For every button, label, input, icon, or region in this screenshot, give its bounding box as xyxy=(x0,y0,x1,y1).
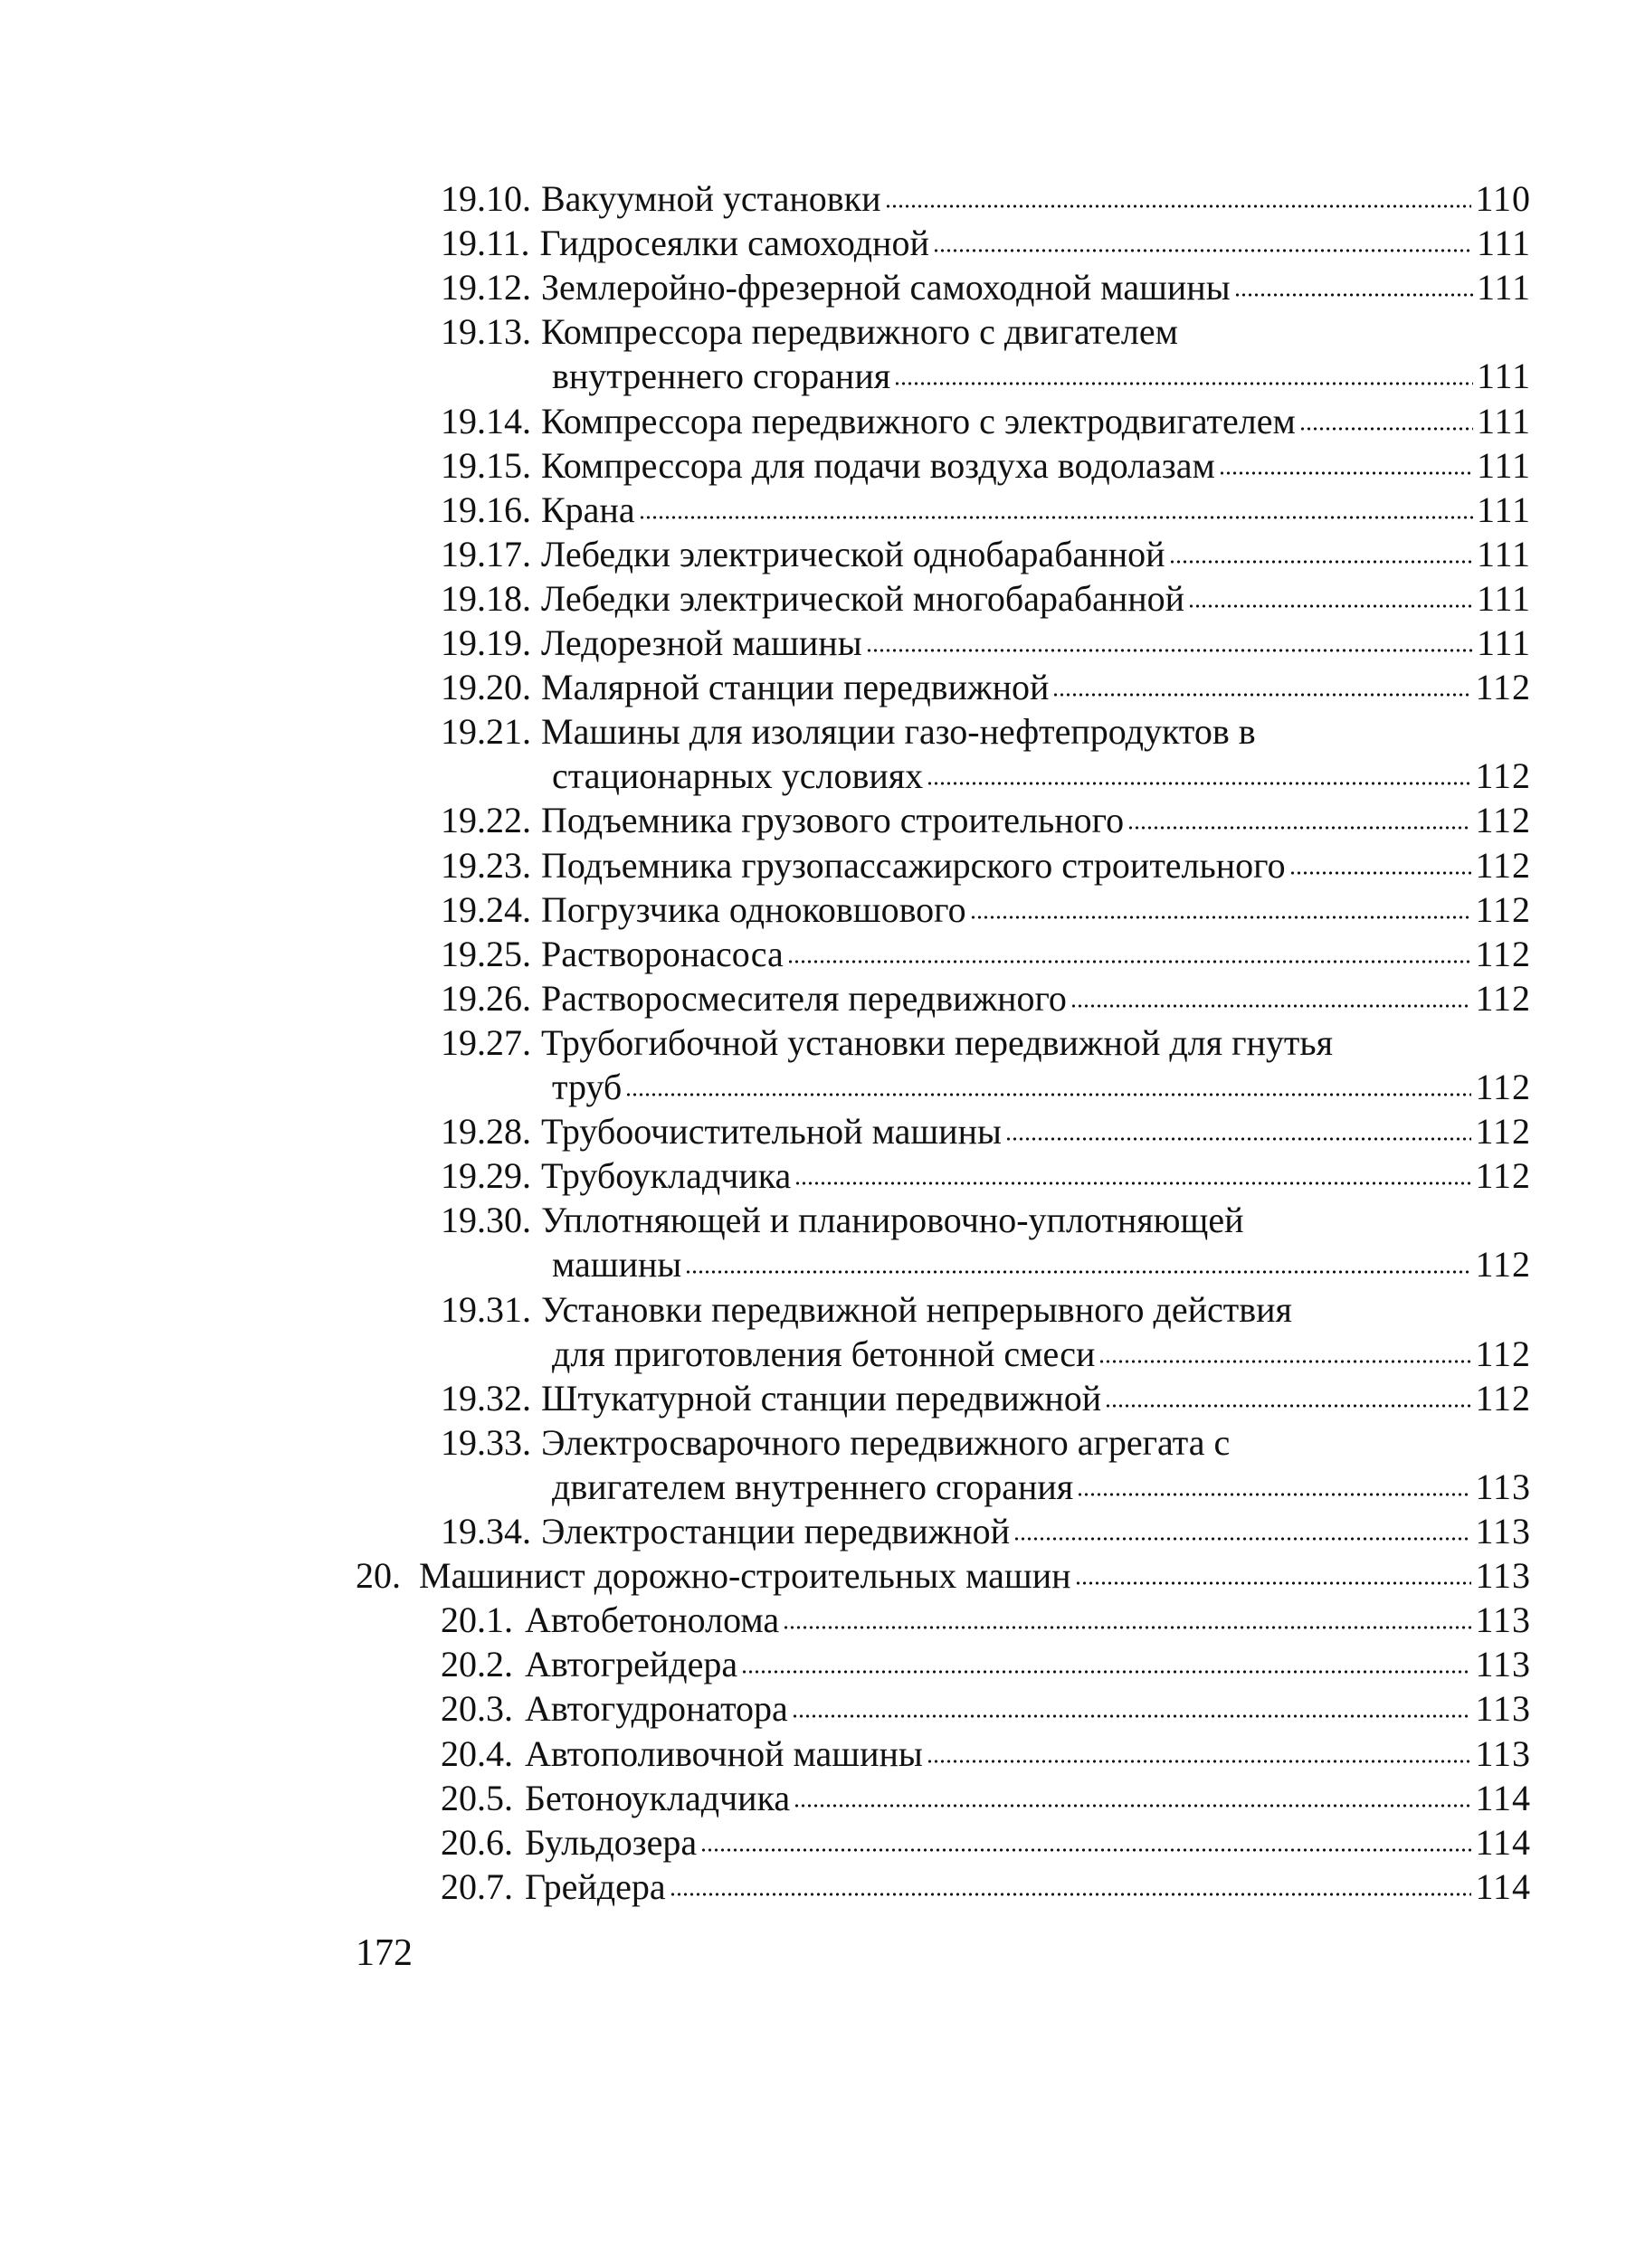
toc-entry-title-continued: стационарных условиях xyxy=(552,755,924,797)
toc-entry-page: 112 xyxy=(1475,1244,1531,1286)
toc-entry-line xyxy=(552,1466,1531,1509)
toc-entry-page: 111 xyxy=(1476,577,1531,619)
toc-entry-number: 19.11. xyxy=(441,223,530,264)
dot-leader xyxy=(783,1624,1471,1631)
toc-entry-title: Растворонасоса xyxy=(541,933,784,974)
toc-entry-page: 114 xyxy=(1475,1777,1531,1818)
toc-entry-title: Вакуумной установки xyxy=(541,178,881,219)
toc-entry-title: Трубоочистительной машины xyxy=(541,1111,1002,1153)
toc-entry-title: Электростанции передвижной xyxy=(541,1511,1011,1552)
toc-entry-title-continued: машины xyxy=(552,1244,682,1286)
toc-entry-title: Штукатурной станции передвижной xyxy=(541,1377,1102,1419)
toc-entry-page: 111 xyxy=(1476,223,1531,264)
toc-entry-number: 19.12. xyxy=(441,267,531,308)
toc-entry-page: 112 xyxy=(1475,933,1531,974)
toc-entry-number: 19.28. xyxy=(441,1111,531,1153)
toc-entry-title-continued: труб xyxy=(552,1067,623,1107)
toc-entry-number: 19.18. xyxy=(441,577,531,619)
dot-leader xyxy=(1299,425,1473,432)
toc-entry-line xyxy=(441,1377,1531,1420)
dot-leader xyxy=(685,1268,1471,1276)
toc-entry-line xyxy=(552,1066,1531,1109)
toc-entry-number: 19.13. xyxy=(441,311,531,353)
toc-entry-title: Растворосмесителя передвижного xyxy=(541,977,1067,1019)
dot-leader xyxy=(970,914,1472,921)
toc-entry-number: 19.22. xyxy=(441,800,531,841)
toc-entry-line xyxy=(441,1821,1531,1865)
toc-entry-line xyxy=(441,666,1531,709)
toc-entry-line xyxy=(441,1421,1230,1465)
toc-entry-page: 111 xyxy=(1476,533,1531,574)
toc-entry-title: Бульдозера xyxy=(525,1821,698,1863)
dot-leader xyxy=(1098,1358,1471,1365)
toc-entry-number: 19.26. xyxy=(441,977,531,1019)
toc-entry-title: Автогудронатора xyxy=(525,1688,788,1730)
dot-leader xyxy=(700,1846,1471,1854)
toc-entry-page: 111 xyxy=(1476,356,1531,397)
toc-entry-page: 114 xyxy=(1475,1865,1531,1907)
toc-entry-title: Грейдера xyxy=(525,1865,666,1907)
toc-entry-title: Лебедки электрической многобарабанной xyxy=(541,577,1185,619)
dot-leader xyxy=(1169,558,1473,565)
toc-entry-page: 112 xyxy=(1475,1377,1531,1419)
toc-entry-number: 19.34. xyxy=(441,1511,531,1552)
toc-entry-number: 19.23. xyxy=(441,844,531,886)
toc-entry-line xyxy=(441,266,1531,309)
toc-entry-title: Электросварочного передвижного агрегата с xyxy=(541,1421,1231,1463)
page-number: 172 xyxy=(356,1932,413,1974)
toc-entry-title: Подъемника грузопассажирского строительного xyxy=(541,844,1286,886)
toc-entry-line xyxy=(441,577,1531,621)
toc-entry-number: 19.33. xyxy=(441,1421,531,1463)
toc-entry-line xyxy=(441,888,1531,932)
toc-entry-line xyxy=(441,444,1531,488)
dot-leader xyxy=(670,1891,1472,1898)
toc-entry-line xyxy=(441,1288,1292,1332)
toc-entry-number: 20.6. xyxy=(441,1821,513,1863)
toc-entry-page: 114 xyxy=(1475,1821,1531,1863)
toc-entry-page: 112 xyxy=(1475,1111,1531,1153)
dot-leader xyxy=(741,1668,1471,1675)
toc-entry-title: Подъемника грузового строительного xyxy=(541,800,1125,841)
toc-entry-number: 19.14. xyxy=(441,400,531,441)
toc-entry-line xyxy=(552,355,1531,398)
toc-entry-page: 112 xyxy=(1475,1155,1531,1197)
dot-leader xyxy=(1075,1580,1472,1587)
toc-entry-title: Лебедки электрической однобарабанной xyxy=(541,533,1165,574)
dot-leader xyxy=(792,1713,1472,1720)
dot-leader xyxy=(1077,1491,1471,1498)
toc-entry-page: 112 xyxy=(1475,844,1531,886)
toc-entry-title: Автополивочной машины xyxy=(525,1732,923,1774)
toc-entry-line xyxy=(552,754,1531,798)
toc-entry-page: 112 xyxy=(1475,800,1531,841)
toc-entry-line xyxy=(441,622,1531,665)
toc-entry-title: Автобетонолома xyxy=(525,1599,780,1641)
toc-entry-number: 19.31. xyxy=(441,1288,531,1330)
dot-leader xyxy=(927,780,1471,787)
toc-entry-title: Крана xyxy=(541,489,635,530)
dot-leader xyxy=(625,1091,1471,1098)
toc-entry-number: 20. xyxy=(356,1555,401,1597)
toc-entry-line xyxy=(441,1154,1531,1198)
dot-leader xyxy=(1070,1002,1472,1010)
toc-entry-page: 111 xyxy=(1476,489,1531,530)
dot-leader xyxy=(1234,291,1473,299)
toc-entry-number: 19.16. xyxy=(441,489,531,530)
toc-entry-line xyxy=(441,533,1531,576)
toc-entry-title: Малярной станции передвижной xyxy=(541,667,1050,708)
toc-entry-line xyxy=(441,933,1531,976)
toc-entry-page: 111 xyxy=(1476,444,1531,486)
toc-entry-line xyxy=(441,799,1531,842)
toc-entry-number: 20.7. xyxy=(441,1865,513,1907)
toc-entry-line xyxy=(441,1687,1531,1731)
toc-entry-title: Бетоноукладчика xyxy=(525,1777,791,1818)
toc-entry-line xyxy=(441,1110,1531,1153)
toc-entry-title: Компрессора передвижного с двигателем xyxy=(541,311,1178,353)
toc-entry-title: Автогрейдера xyxy=(525,1644,738,1685)
dot-leader xyxy=(639,514,1473,521)
toc-entry-line xyxy=(441,844,1531,887)
toc-entry-page: 112 xyxy=(1475,1333,1531,1374)
toc-entry-line xyxy=(441,1599,1531,1642)
toc-entry-page: 112 xyxy=(1475,755,1531,797)
toc-entry-line xyxy=(441,489,1531,532)
dot-leader xyxy=(885,203,1472,210)
toc-entry-line xyxy=(441,977,1531,1020)
toc-entry-line xyxy=(356,1554,1531,1598)
toc-entry-line xyxy=(441,710,1256,754)
toc-entry-number: 19.17. xyxy=(441,533,531,574)
toc-entry-page: 112 xyxy=(1475,888,1531,930)
dot-leader xyxy=(866,647,1473,654)
toc-entry-title: Ледорезной машины xyxy=(541,622,862,663)
toc-entry-number: 19.32. xyxy=(441,1377,531,1419)
toc-entry-page: 113 xyxy=(1475,1511,1531,1552)
toc-entry-title: Машинист дорожно-строительных машин xyxy=(419,1555,1071,1597)
dot-leader xyxy=(894,380,1473,387)
toc-entry-title: Установки передвижной непрерывного действия xyxy=(541,1288,1292,1330)
dot-leader xyxy=(787,958,1472,965)
dot-leader xyxy=(794,1180,1471,1187)
toc-entry-number: 20.5. xyxy=(441,1777,513,1818)
toc-entry-number: 20.4. xyxy=(441,1732,513,1774)
toc-entry-title: Уплотняющей и планировочно-уплотняющей xyxy=(541,1200,1244,1241)
toc-entry-number: 19.27. xyxy=(441,1021,531,1063)
dot-leader xyxy=(1289,869,1472,877)
toc-entry-line xyxy=(441,1021,1333,1065)
toc-entry-page: 111 xyxy=(1476,400,1531,441)
toc-entry-line xyxy=(441,310,1178,354)
toc-entry-number: 19.10. xyxy=(441,178,531,219)
toc-entry-line xyxy=(441,1643,1531,1686)
toc-entry-line xyxy=(552,1243,1531,1286)
toc-entry-page: 113 xyxy=(1475,1599,1531,1641)
toc-entry-line xyxy=(441,1732,1531,1776)
toc-entry-number: 19.30. xyxy=(441,1200,531,1241)
toc-entry-line xyxy=(441,177,1531,221)
toc-entry-page: 113 xyxy=(1475,1466,1531,1507)
toc-entry-number: 19.24. xyxy=(441,888,531,930)
toc-entry-title: Трубогибочной установки передвижной для гнутья xyxy=(541,1021,1333,1063)
dot-leader xyxy=(1127,824,1471,831)
toc-entry-title: Гидросеялки самоходной xyxy=(539,223,929,264)
toc-entry-line xyxy=(441,1865,1531,1909)
toc-entry-number: 19.21. xyxy=(441,711,531,753)
toc-entry-page: 112 xyxy=(1475,1067,1531,1107)
toc-entry-title: Погрузчика одноковшового xyxy=(541,888,966,930)
toc-entry-line xyxy=(441,222,1531,265)
toc-entry-page: 113 xyxy=(1475,1644,1531,1685)
dot-leader xyxy=(1105,1402,1471,1409)
toc-entry-line xyxy=(441,400,1531,443)
toc-entry-number: 20.2. xyxy=(441,1644,513,1685)
dot-leader xyxy=(1013,1535,1471,1542)
toc-entry-number: 19.15. xyxy=(441,444,531,486)
toc-entry-title: Землеройно-фрезерной самоходной машины xyxy=(541,267,1231,308)
toc-entry-line xyxy=(441,1199,1244,1242)
toc-entry-page: 113 xyxy=(1475,1555,1531,1597)
toc-entry-page: 112 xyxy=(1475,667,1531,708)
toc-entry-page: 110 xyxy=(1475,178,1531,219)
toc-entry-line xyxy=(441,1777,1531,1820)
toc-entry-title: Трубоукладчика xyxy=(541,1155,792,1197)
dot-leader xyxy=(933,247,1473,254)
toc-entry-page: 112 xyxy=(1475,977,1531,1019)
toc-entry-number: 19.29. xyxy=(441,1155,531,1197)
toc-entry-page: 113 xyxy=(1475,1732,1531,1774)
toc-entry-number: 19.20. xyxy=(441,667,531,708)
toc-entry-number: 19.25. xyxy=(441,933,531,974)
toc-entry-line xyxy=(552,1333,1531,1376)
dot-leader xyxy=(1219,470,1473,477)
toc-entry-title: Машины для изоляции газо-нефтепродуктов в xyxy=(541,711,1256,753)
dot-leader xyxy=(794,1802,1471,1809)
toc-entry-title: Компрессора передвижного с электродвигателем xyxy=(541,400,1296,441)
dot-leader xyxy=(1005,1135,1472,1143)
toc-entry-title-continued: внутреннего сгорания xyxy=(552,356,891,397)
toc-entry-title: Компрессора для подачи воздуха водолазам xyxy=(541,444,1215,486)
toc-entry-page: 111 xyxy=(1476,622,1531,663)
toc-entry-title-continued: для приготовления бетонной смеси xyxy=(552,1333,1096,1374)
toc-entry-number: 20.3. xyxy=(441,1688,513,1730)
dot-leader xyxy=(1188,603,1473,610)
toc-entry-page: 113 xyxy=(1475,1688,1531,1730)
toc-entry-line xyxy=(441,1510,1531,1553)
toc-entry-number: 19.19. xyxy=(441,622,531,663)
dot-leader xyxy=(1052,691,1471,698)
toc-entry-page: 111 xyxy=(1476,267,1531,308)
toc-entry-number: 20.1. xyxy=(441,1599,513,1641)
toc-entry-title-continued: двигателем внутреннего сгорания xyxy=(552,1466,1074,1507)
dot-leader xyxy=(927,1758,1472,1765)
